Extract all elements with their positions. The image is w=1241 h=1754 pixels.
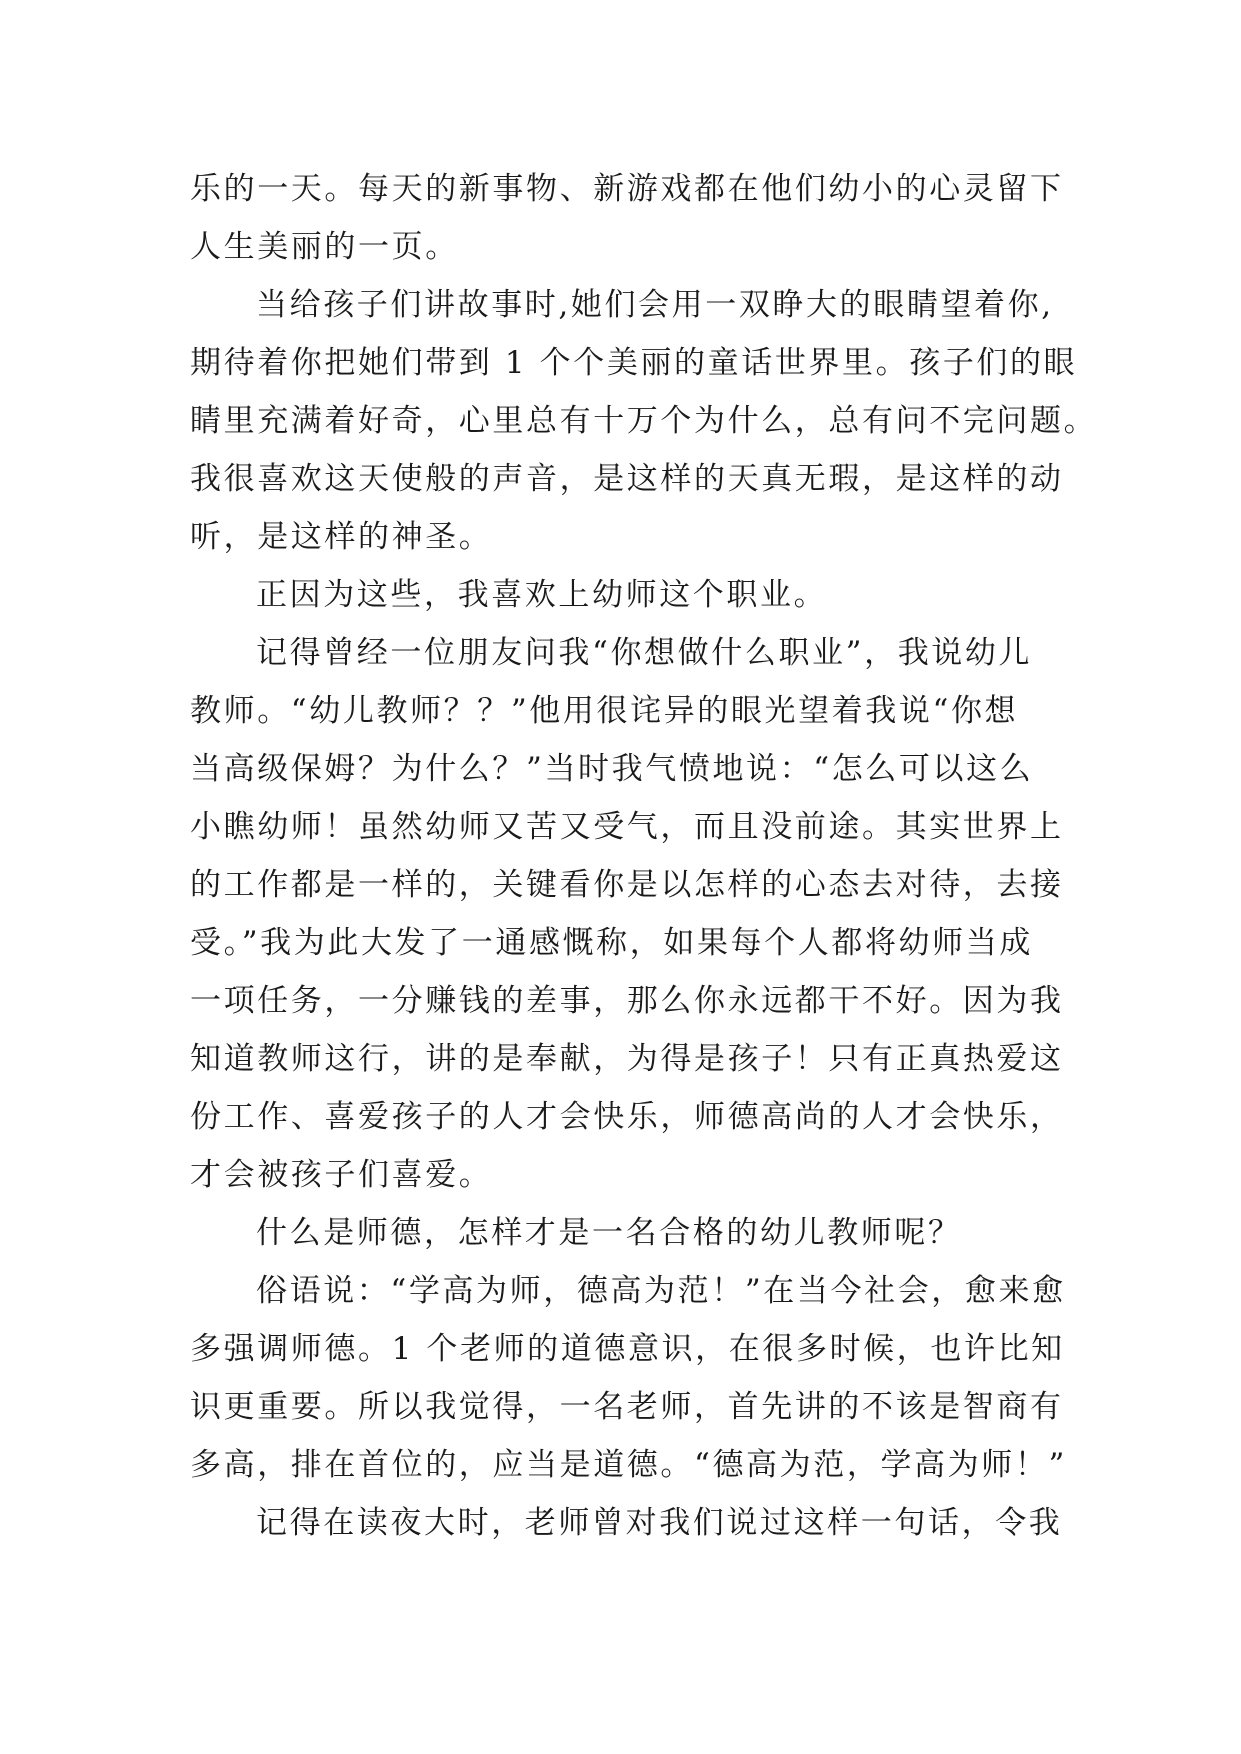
text-line: 听，是这样的神圣。: [190, 519, 493, 555]
text-line: 什么是师德，怎样才是一名合格的幼儿教师呢？: [256, 1215, 962, 1251]
text-line: 教师。“幼儿教师？？”他用很诧异的眼光望着我说“你想: [190, 693, 1019, 729]
text-line: 份工作、喜爱孩子的人才会快乐，师德高尚的人才会快乐，: [190, 1099, 1064, 1135]
text-line: 当高级保姆？为什么？”当时我气愤地说：“怎么可以这么: [190, 751, 1034, 787]
text-line: 多高，排在首位的，应当是道德。“德高为范，学高为师！”: [190, 1447, 1067, 1483]
text-line: 乐的一天。每天的新事物、新游戏都在他们幼小的心灵留下: [190, 171, 1064, 207]
body-text: [190, 160, 1098, 1552]
text-line: 睛里充满着好奇，心里总有十万个为什么，总有问不完问题。: [190, 403, 1098, 439]
text-line: 识更重要。所以我觉得，一名老师，首先讲的不该是智商有: [190, 1389, 1064, 1425]
text-line: 正因为这些，我喜欢上幼师这个职业。: [256, 577, 828, 613]
text-line: 俗语说：“学高为师，德高为范！”在当今社会，愈来愈: [256, 1273, 1066, 1309]
text-line: 多强调师德。1 个老师的道德意识，在很多时候，也许比知: [190, 1331, 1065, 1367]
text-line: 的工作都是一样的，关键看你是以怎样的心态去对待，去接: [190, 867, 1064, 903]
text-line: 才会被孩子们喜爱。: [190, 1157, 493, 1193]
text-line: 人生美丽的一页。: [190, 229, 459, 265]
text-line: 期待着你把她们带到 1 个个美丽的童话世界里。孩子们的眼: [190, 345, 1078, 381]
text-line: 一项任务，一分赚钱的差事，那么你永远都干不好。因为我: [190, 983, 1064, 1019]
text-line: 记得在读夜大时，老师曾对我们说过这样一句话，令我: [256, 1505, 1063, 1541]
text-line: 记得曾经一位朋友问我“你想做什么职业”，我说幼儿: [256, 635, 1033, 671]
text-line: 我很喜欢这天使般的声音，是这样的天真无瑕，是这样的动: [190, 461, 1064, 497]
text-line: 受。”我为此大发了一通感慨称，如果每个人都将幼师当成: [190, 925, 1033, 961]
text-line: 知道教师这行，讲的是奉献，为得是孩子！只有正真热爱这: [190, 1041, 1064, 1077]
text-line: 小瞧幼师！虽然幼师又苦又受气，而且没前途。其实世界上: [190, 809, 1064, 845]
text-line: 当给孩子们讲故事时,她们会用一双睁大的眼睛望着你,: [256, 287, 1054, 323]
